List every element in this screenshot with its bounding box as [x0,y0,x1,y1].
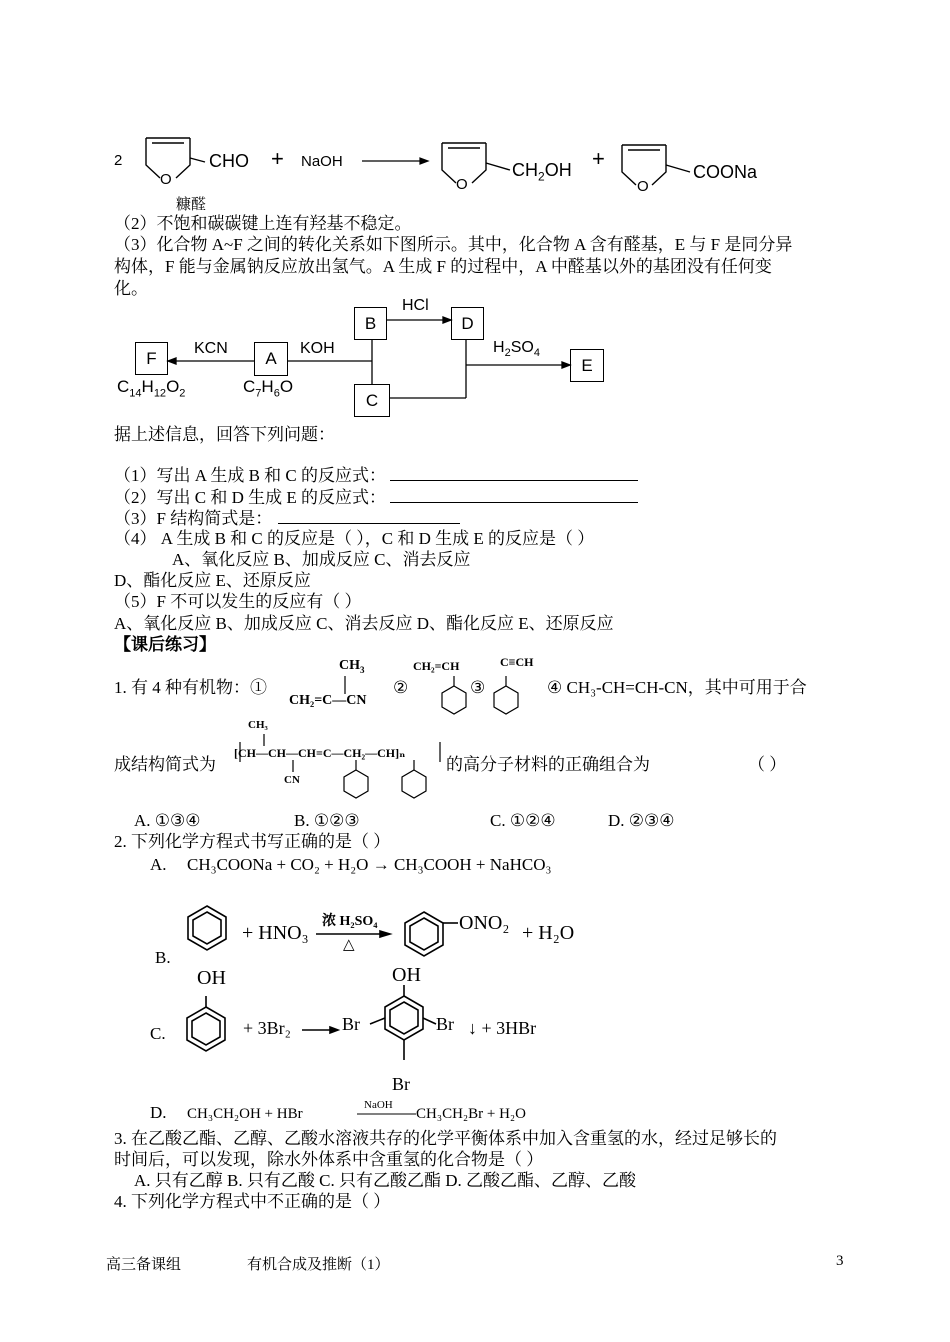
h2so4-label: $H_2SO_4$ [493,339,540,360]
compound-a-box: A [254,342,288,376]
option-d-reactants: CH₃CH₂OH + HBr [187,1106,303,1122]
coona-group: COONa [693,162,758,182]
polymer-methyl: CH₃ [248,719,268,731]
question-4: （4） A 生成 B 和 C 的反应是（ ），C 和 D 生成 E 的反应是（ ） [114,529,595,548]
problem-1-line2-end: 的高分子材料的正确组合为 [446,755,650,774]
compound-d-box: D [451,307,484,340]
question-5-options: A、氧化反应 B、加成反应 C、消去反应 D、酯化反应 E、还原反应 [114,614,614,633]
koh-label: KOH [300,340,335,357]
choice-4: ④ CH₃-CH=CH-CN，其中可用于合 [547,678,807,697]
oxygen-atom: O [160,171,172,188]
option-c[interactable]: C. ①②④ [490,811,556,830]
methyl-label: $CH_3$ [339,658,365,675]
problem-3-line1: 3. 在乙酸乙酯、乙醇、乙酸水溶液共存的化学平衡体系中加入含重氢的水，经过足够长的 [114,1129,777,1148]
problem-1-lead: 1. 有 4 种有机物：① [114,678,267,697]
question-5: （5）F 不可以发生的反应有（ ） [114,592,362,611]
bromine-bottom: Br [392,1074,410,1094]
hbr-product: ↓ + 3HBr [468,1018,537,1038]
question-1: （1）写出 A 生成 B 和 C 的反应式： [114,464,638,486]
info-3-line2: 构体，F 能与金属钠反应放出氢气。A 生成 F 的过程中，A 中醛基以外的基团没有任何变 [114,257,772,276]
info-3-line3: 化。 [114,279,148,298]
problem-2-stem: 2. 下列化学方程式书写正确的是（ ） [114,832,391,851]
ethynyl-group: C≡CH [500,655,534,669]
option-b-label[interactable]: B. [155,948,171,967]
choice-2-marker: ② [393,678,409,697]
page-number: 3 [836,1253,844,1269]
footer-title: 有机合成及推断（1） [247,1257,390,1273]
option-a[interactable]: A. ①③④ [134,811,201,830]
bromine-reagent: + 3Br₂ [243,1018,291,1038]
option-a-equation: CH₃COONa + CO₂ + H₂O → CH₃COOH + NaHCO₃ [187,855,552,874]
oxygen-atom: O [637,178,649,195]
plus-sign: + [592,146,605,171]
sulfuric-condition: 浓 H₂SO₄ [322,914,378,929]
info-2: （2）不饱和碳碳键上连有羟基不稳定。 [114,214,412,233]
info-3-line1: （3）化合物 A~F 之间的转化关系如下图所示。其中，化合物 A 含有醛基，E 与 F 是同分异 [114,235,793,254]
section-title: 【课后练习】 [114,635,216,654]
question-4-options-2: D、酯化反应 E、还原反应 [114,571,311,590]
problem-1-line2: 成结构简式为 [114,755,216,774]
compound-e-box: E [570,349,604,382]
question-3: （3）F 结构简式是： [114,507,460,529]
bromine-right: Br [436,1014,454,1034]
polymer-cn: CN [284,774,300,786]
answer-paren[interactable]: （ ） [748,755,787,774]
f-formula: $C_{14}H_{12}O_2$ [117,377,186,400]
bromine-left: Br [342,1014,360,1034]
styrene-vinyl: CH₂=CH [413,659,460,673]
question-intro: 据上述信息，回答下列问题： [114,425,335,444]
hydroxyl-group: OH [197,967,226,989]
nitro-group: ONO₂ [459,912,510,934]
naoh-condition: NaOH [364,1099,393,1111]
compound-b-box: B [354,307,387,340]
a-formula: $C_7H_6O$ [243,377,294,400]
coefficient: 2 [114,152,123,169]
ch2oh-group: $CH_2OH$ [512,160,572,184]
footer-group: 高三备课组 [106,1257,182,1273]
heat-symbol: △ [343,937,355,953]
nitric-acid: + HNO₃ [242,922,309,944]
hcl-label: HCl [402,297,429,314]
compound-c-box: C [354,384,390,417]
kcn-label: KCN [194,340,228,357]
choice-3-marker: ③ [470,678,486,697]
option-c-label[interactable]: C. [150,1024,166,1043]
problem-4-stem: 4. 下列化学方程式中不正确的是（ ） [114,1192,391,1211]
naoh-reagent: NaOH [301,153,343,170]
problem-3-options[interactable]: A. 只有乙醇 B. 只有乙酸 C. 只有乙酸乙酯 D. 乙酸乙酯、乙醇、乙酸 [134,1171,636,1190]
cho-group: CHO [209,151,249,171]
option-d-products: CH₃CH₂Br + H₂O [416,1106,526,1122]
oxygen-atom: O [456,176,468,193]
problem-3-line2: 时间后，可以发现，除水外体系中含重氢的化合物是（ ） [114,1150,544,1169]
option-d-label[interactable]: D. [150,1103,167,1122]
option-b[interactable]: B. ①②③ [294,811,360,830]
question-4-options: A、氧化反应 B、加成反应 C、消去反应 [172,550,471,569]
monomer-1: CH₂=C—CN [289,693,367,708]
option-a-label[interactable]: A. [150,855,167,874]
compound-f-box: F [135,342,168,375]
water-product: + H₂O [522,922,575,944]
polymer-chain: [CH—CH—CH=C—CH₂—CH]ₙ [234,746,406,760]
question-2: （2）写出 C 和 D 生成 E 的反应式： [114,486,638,508]
furfural-label: 糠醛 [176,197,207,213]
option-d[interactable]: D. ②③④ [608,811,675,830]
hydroxyl-group: OH [392,964,421,986]
plus-sign: + [271,146,284,171]
